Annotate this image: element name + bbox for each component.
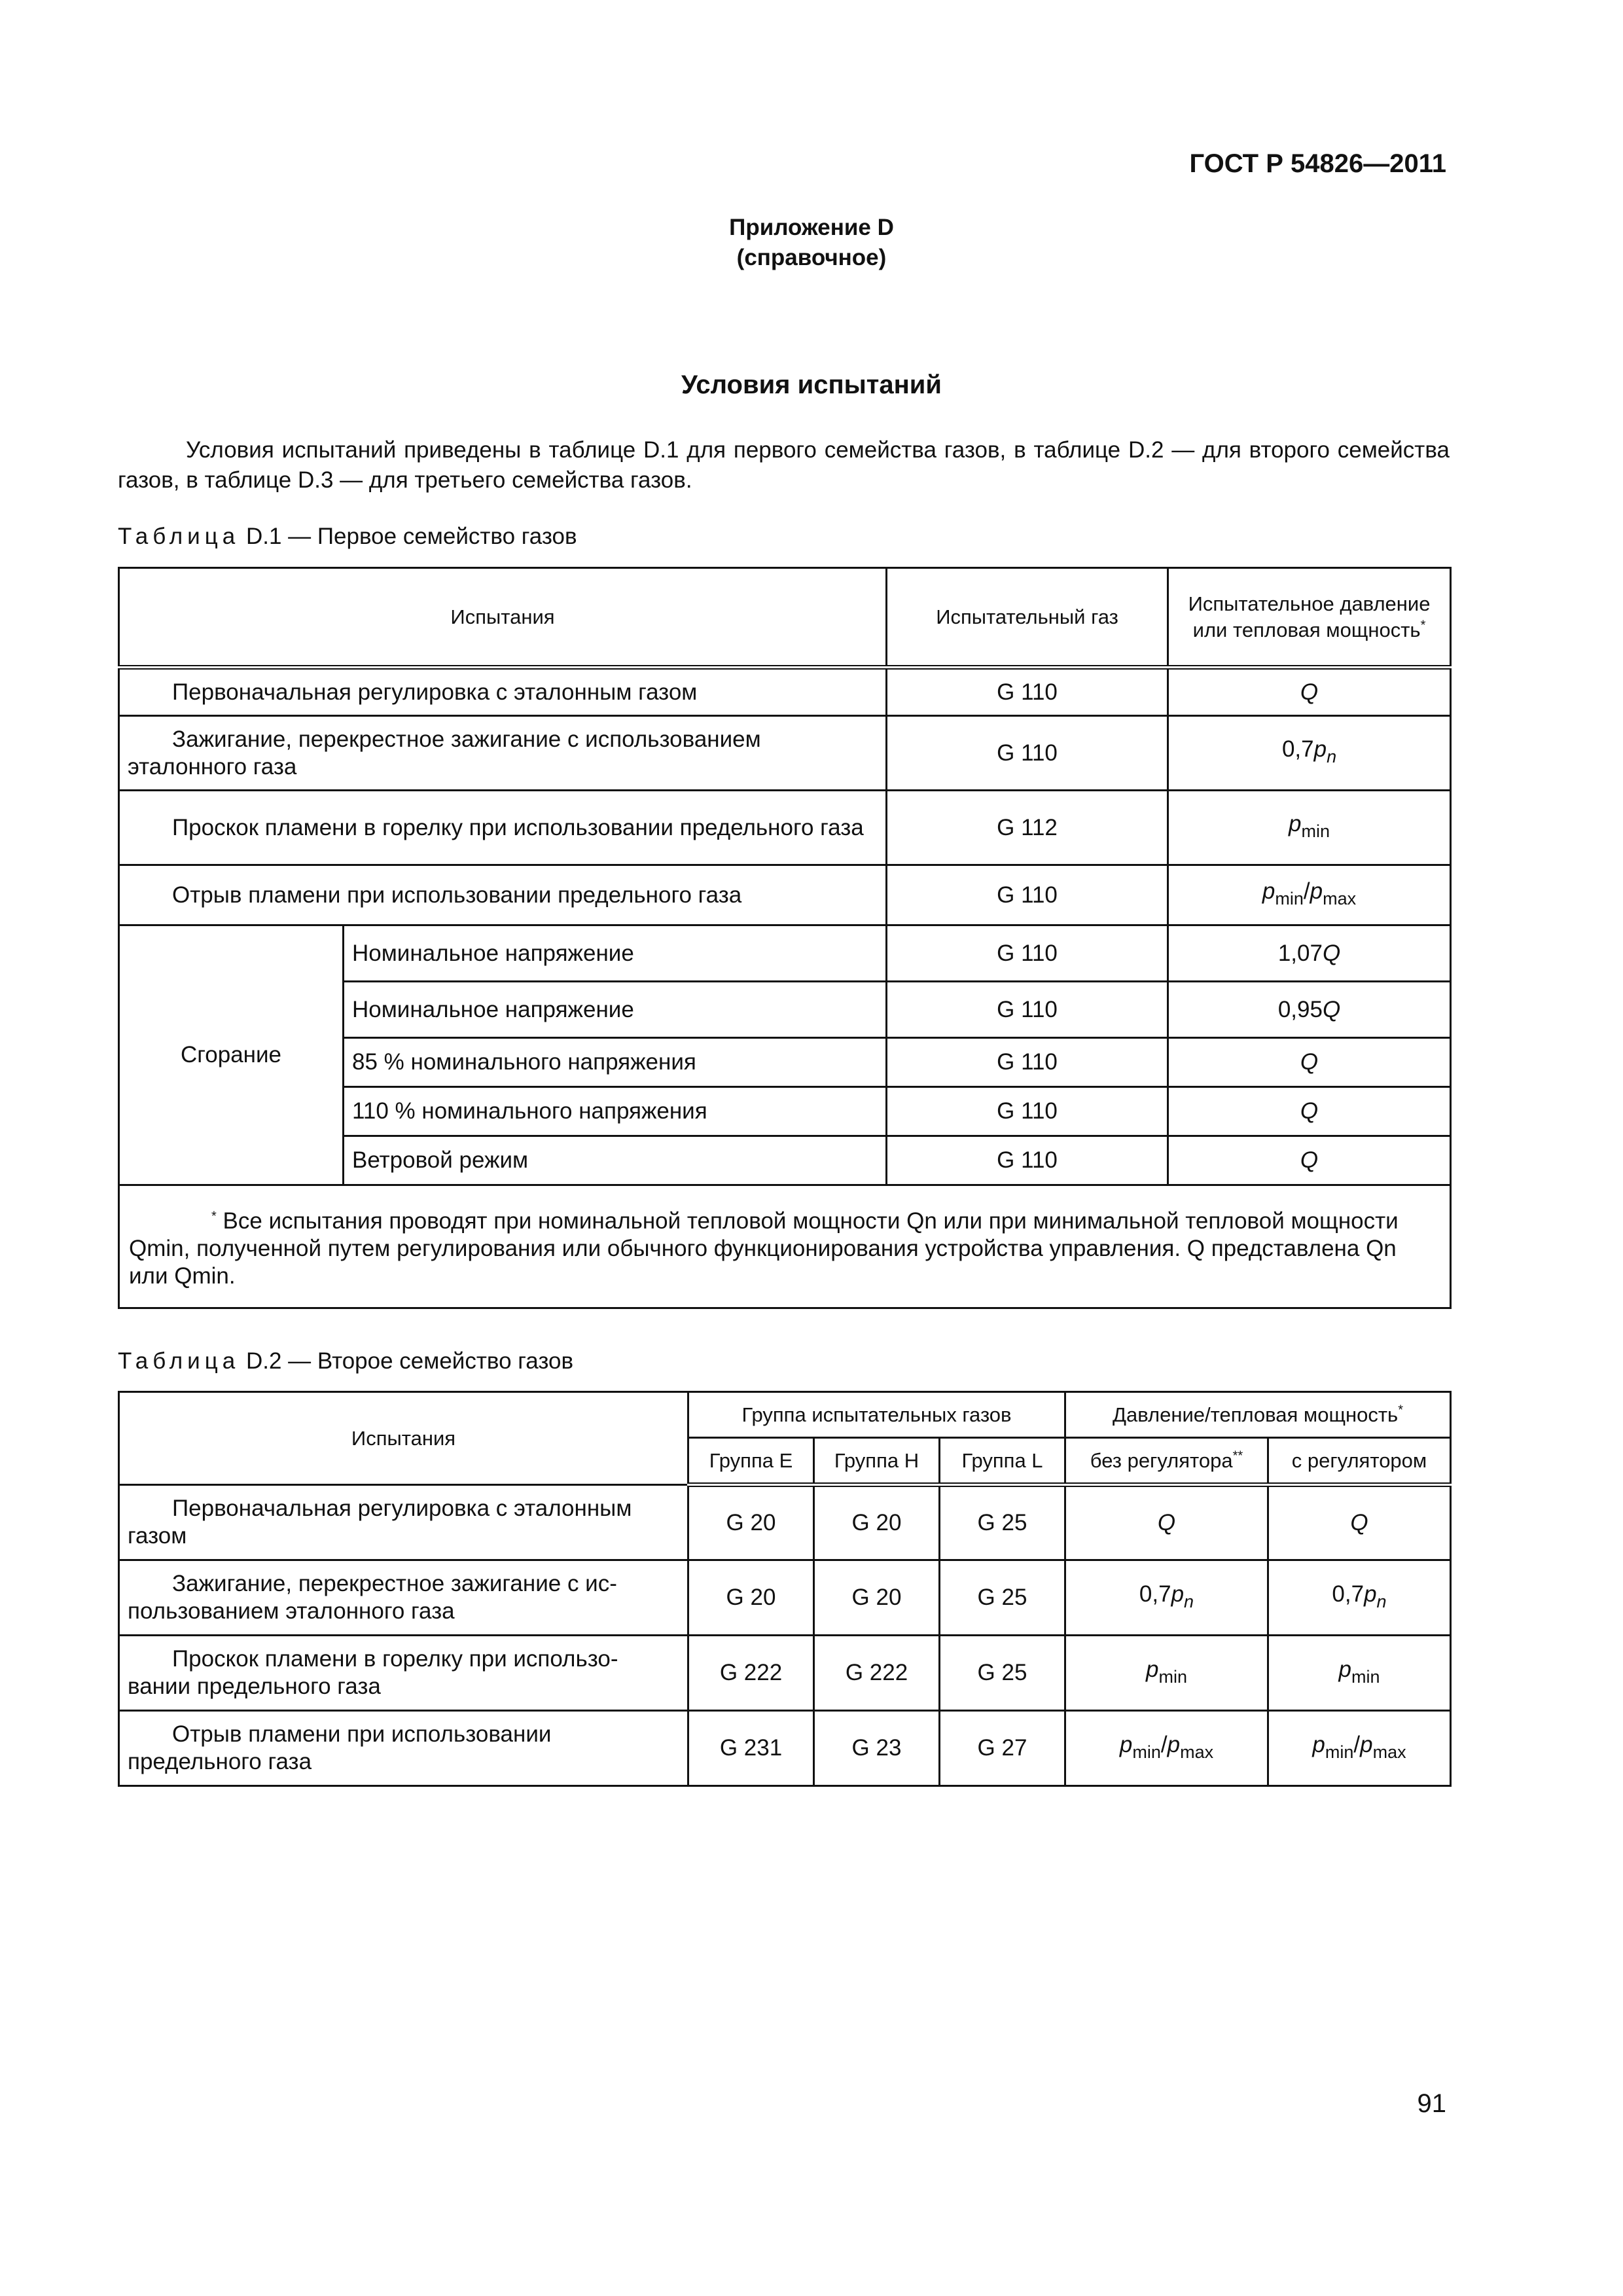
table1-note-row (119, 1185, 1451, 1308)
table2-row0-reg: Q (1268, 1485, 1451, 1560)
section-title: Условия испытаний (681, 370, 942, 399)
annex-type: (справочное) (736, 245, 887, 270)
table1-group-row2-gas: G 110 (887, 1038, 1168, 1087)
table2-row0-l: G 25 (940, 1485, 1065, 1560)
table2-row2-reg: $p_{min}$ (1268, 1636, 1451, 1711)
table1-group-row1-gas: G 110 (887, 982, 1168, 1038)
table-d2 (118, 1391, 1452, 1787)
table1-group-row1-value: 0,95Q (1168, 982, 1451, 1038)
footnote-mark: * (1420, 618, 1426, 633)
table2-header-group-e: Группа Е (688, 1438, 814, 1485)
table1-row3-gas: G 110 (887, 865, 1168, 925)
table1-group-row0-value: 1,07Q (1168, 925, 1451, 982)
table1-caption-text: D.1 — Первое семейство газов (245, 524, 577, 549)
table2-row1-no-reg: $0,7p_n$ (1065, 1560, 1268, 1636)
page-number: 91 (1417, 2089, 1446, 2118)
table1-group-row3-gas: G 110 (887, 1087, 1168, 1136)
table1-note-text (129, 1208, 1440, 1290)
table1-group-row3-value: Q (1168, 1087, 1451, 1136)
table2-caption-text: D.2 — Второе семейство газов (245, 1348, 574, 1374)
footnote-mark: * (1398, 1403, 1403, 1418)
table-row (119, 1636, 1451, 1711)
table2-row1-e: G 20 (688, 1560, 814, 1636)
table-row (119, 1485, 1451, 1560)
table1-row0-test: Первоначальная регулировка с эталонным газом (119, 668, 887, 716)
table-row (119, 1711, 1451, 1786)
table2-row3-l: G 27 (940, 1711, 1065, 1786)
table2-caption (118, 1348, 573, 1374)
table1-group-row4-gas: G 110 (887, 1136, 1168, 1185)
table1-note-body: Все испытания проводят при номинальной тепловой мощности Qn или при минимальной тепловой мощности Qmin, полученной путем регулирования или обычного функционирования устройства управления. Q представлена Qn или Qmin. (129, 1208, 1399, 1289)
table1-row3-value: $p_{min}/p_{max}$ (1168, 865, 1451, 925)
table1-note (119, 1185, 1451, 1308)
table2-header-group-l: Группа L (940, 1438, 1065, 1485)
table1-caption (118, 524, 577, 550)
table2-row3-h: G 23 (814, 1711, 940, 1786)
table1-caption-word: Таблица (118, 524, 240, 549)
table2-header-no-regulator (1065, 1438, 1268, 1485)
table2-row0-test: Первоначальная регулировка с эталонным газом (119, 1485, 688, 1560)
table1-row2-test: Проскок пламени в горелку при использовании предельного газа (119, 791, 887, 865)
table1-group-row0-gas: G 110 (887, 925, 1168, 982)
table-d1 (118, 567, 1452, 1309)
standard-number: ГОСТ Р 54826—2011 (1189, 149, 1446, 178)
table2-row1-h: G 20 (814, 1560, 940, 1636)
table1-group-row4-value: Q (1168, 1136, 1451, 1185)
table1-row2-gas: G 112 (887, 791, 1168, 865)
table1-row0-value: Q (1168, 668, 1451, 716)
footnote-mark: ** (1232, 1448, 1243, 1463)
table2-row2-no-reg: $p_{min}$ (1065, 1636, 1268, 1711)
table2-row3-no-reg: $p_{min}/p_{max}$ (1065, 1711, 1268, 1786)
table-row (119, 668, 1451, 716)
table1-group-row2-test: 85 % номинального напряжения (344, 1038, 887, 1087)
table2-caption-word: Таблица (118, 1348, 240, 1374)
annex-heading (0, 213, 1623, 273)
table1-row2-value: $p_{min}$ (1168, 791, 1451, 865)
annex-label: Приложение D (729, 215, 894, 240)
table1-header-pressure-text: Испытательное давление или тепловая мощность (1188, 592, 1431, 641)
table1-group-row3-test: 110 % номинального напряжения (344, 1087, 887, 1136)
table-row (119, 791, 1451, 865)
table1-group-row4-test: Ветровой режим (344, 1136, 887, 1185)
table2-header-pressure (1065, 1392, 1451, 1438)
table2-row3-reg: $p_{min}/p_{max}$ (1268, 1711, 1451, 1786)
table1-row1-test: Зажигание, перекрестное зажигание с использованием эталонного газа (119, 716, 887, 791)
table2-row2-e: G 222 (688, 1636, 814, 1711)
table2-row2-h: G 222 (814, 1636, 940, 1711)
table-row (119, 925, 1451, 982)
table1-row1-value: $0,7p_n$ (1168, 716, 1451, 791)
table1-group-label: Сгорание (119, 925, 344, 1185)
intro-paragraph: Условия испытаний приведены в таблице D.1 для первого семейства газов, в таблице D.2 — для второго семейства газов, в таблице D.3 — для третьего семейства газов. (118, 437, 1450, 493)
footnote-mark: * (211, 1208, 217, 1223)
table2-row0-h: G 20 (814, 1485, 940, 1560)
table1-header-tests: Испытания (119, 568, 887, 668)
table2-header-no-regulator-text: без регулятора (1090, 1448, 1233, 1472)
table1-header-gas: Испытательный газ (887, 568, 1168, 668)
table1-header-row (119, 568, 1451, 668)
table2-row0-e: G 20 (688, 1485, 814, 1560)
table-row (119, 1560, 1451, 1636)
table-row (119, 716, 1451, 791)
table2-header-gas-group: Группа испытательных газов (688, 1392, 1065, 1438)
table2-row0-no-reg: Q (1065, 1485, 1268, 1560)
table2-row1-l: G 25 (940, 1560, 1065, 1636)
table-row (119, 865, 1451, 925)
table2-header-pressure-text: Давление/тепловая мощность (1113, 1403, 1399, 1426)
table2-row2-test: Проскок пламени в горелку при использо-вании предельного газа (119, 1636, 688, 1711)
table1-header-pressure (1168, 568, 1451, 668)
table2-row1-test: Зажигание, перекрестное зажигание с ис-пользованием эталонного газа (119, 1560, 688, 1636)
table1-group-row2-value: Q (1168, 1038, 1451, 1087)
table1-row1-gas: G 110 (887, 716, 1168, 791)
table2-header-group-h: Группа Н (814, 1438, 940, 1485)
table2-header-row1 (119, 1392, 1451, 1438)
table1-group-row0-test: Номинальное напряжение (344, 925, 887, 982)
table1-row3-test: Отрыв пламени при использовании предельного газа (119, 865, 887, 925)
table2-row3-e: G 231 (688, 1711, 814, 1786)
table1-group-row1-test: Номинальное напряжение (344, 982, 887, 1038)
table2-header-tests: Испытания (119, 1392, 688, 1485)
table2-header-with-regulator: с регулятором (1268, 1438, 1451, 1485)
table1-row0-gas: G 110 (887, 668, 1168, 716)
table2-row3-test: Отрыв пламени при использовании предельного газа (119, 1711, 688, 1786)
table2-row2-l: G 25 (940, 1636, 1065, 1711)
table2-row1-reg: $0,7p_n$ (1268, 1560, 1451, 1636)
